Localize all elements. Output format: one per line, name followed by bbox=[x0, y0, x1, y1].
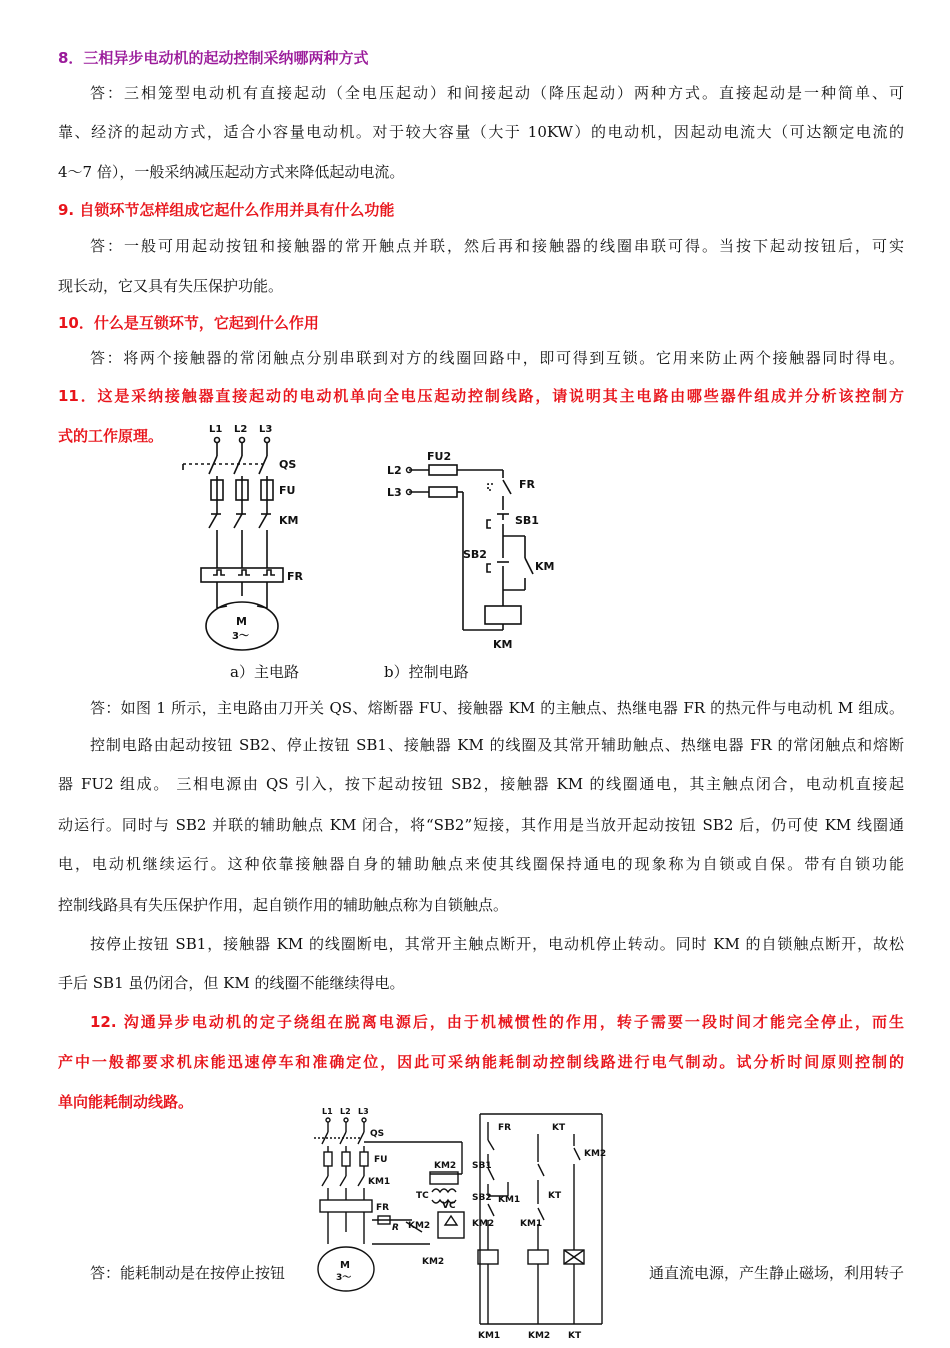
fig3-label-motor: M bbox=[340, 1260, 350, 1271]
answer-11-line-7: 按停止按钮 SB1，接触器 KM 的线圈断电，其常开主触点断开，电动机停止转动。同时 KM 的自锁触点断开，故松 bbox=[90, 935, 904, 953]
fig3-label-l1: L1 bbox=[322, 1107, 333, 1116]
fig2-label-sb1: SB1 bbox=[515, 514, 539, 527]
answer-8-line-1: 答：三相笼型电动机有直接起动（全电压起动）和间接起动（降压起动）两种方式。直接起动是一种简单、可 bbox=[90, 84, 904, 102]
question-10-title: 10．什么是互锁环节，它起到什么作用 bbox=[58, 314, 319, 332]
fig3-label-km2b: KM2 bbox=[408, 1221, 431, 1231]
fig3-label-motor-sub: 3～ bbox=[336, 1273, 352, 1283]
answer-8-line-2: 靠、经济的起动方式，适合小容量电动机。对于较大容量（大于 10KW）的电动机，因起动电流大（可达额定电流的 bbox=[58, 123, 904, 141]
fig3-label-km2d: KM2 bbox=[584, 1149, 607, 1159]
fig2-label-km-coil: KM bbox=[493, 638, 513, 651]
fig2-label-fu2: FU2 bbox=[427, 450, 452, 463]
question-9-title: 9. 自锁环节怎样组成它起什么作用并具有什么功能 bbox=[58, 201, 395, 219]
main-circuit-svg bbox=[175, 418, 335, 658]
answer-12-left: 答：能耗制动是在按停止按钮 bbox=[90, 1264, 286, 1282]
fig3-label-vc: VC bbox=[442, 1201, 456, 1211]
fig3-label-kt: KT bbox=[552, 1123, 566, 1133]
answer-11-line-2: 控制电路由起动按钮 SB2、停止按钮 SB1、接触器 KM 的线圈及其常开辅助触点、热继电器 FR 的常闭触点和熔断 bbox=[90, 736, 904, 754]
fig3-label-km1b: KM1 bbox=[498, 1195, 521, 1205]
fig3-label-sb2: SB2 bbox=[472, 1193, 492, 1203]
fig1-label-l2: L2 bbox=[234, 424, 248, 435]
answer-9-line-1: 答：一般可用起动按钮和接触器的常开触点并联，然后再和接触器的线圈串联可得。当按下起动按钮后，可实 bbox=[90, 237, 904, 255]
fig3-label-sb1: SB1 bbox=[472, 1161, 492, 1171]
fig3-label-kt2: KT bbox=[548, 1191, 562, 1201]
fig1-label-fu: FU bbox=[279, 484, 296, 497]
fig2-label-l3: L3 bbox=[387, 486, 402, 499]
fig3-label-qs: QS bbox=[370, 1129, 385, 1139]
fig2-label-sb2: SB2 bbox=[463, 548, 487, 561]
answer-8-line-3: 4～7 倍），一般采纳减压起动方式来降低起动电流。 bbox=[58, 163, 405, 181]
fig1-label-motor-sub: 3～ bbox=[232, 631, 249, 642]
caption-control-circuit: b）控制电路 bbox=[384, 663, 469, 681]
question-8-title: 8．三相异步电动机的起动控制采纳哪两种方式 bbox=[58, 49, 369, 67]
question-12-title-line-3: 单向能耗制动线路。 bbox=[58, 1093, 194, 1111]
fig1-label-fr: FR bbox=[287, 570, 303, 583]
answer-10-line-1: 答：将两个接触器的常闭触点分别串联到对方的线圈回路中，即可得到互锁。它用来防止两个接触器同时得电。 bbox=[90, 349, 904, 367]
answer-9-line-2: 现长动，它又具有失压保护功能。 bbox=[58, 277, 284, 295]
caption-main-circuit: a）主电路 bbox=[230, 663, 299, 681]
control-circuit-diagram bbox=[385, 440, 565, 655]
question-12-title-line-2: 产中一般都要求机床能迅速停车和准确定位，因此可采纳能耗制动控制线路进行电气制动。试分析时间原则控制的 bbox=[58, 1053, 904, 1071]
fig3-label-km1: KM1 bbox=[368, 1177, 391, 1187]
braking-circuit-svg bbox=[312, 1104, 614, 1344]
fig3-label-l2: L2 bbox=[340, 1107, 351, 1116]
fig3-label-tc: TC bbox=[416, 1191, 429, 1201]
answer-11-line-6: 控制线路具有失压保护作用，起自锁作用的辅助触点称为自锁触点。 bbox=[58, 896, 509, 914]
answer-12-right: 通直流电源，产生静止磁场，利用转子 bbox=[648, 1264, 904, 1282]
answer-11-line-1: 答：如图 1 所示，主电路由刀开关 QS、熔断器 FU、接触器 KM 的主触点、热继电器 FR 的热元件与电动机 M 组成。 bbox=[90, 699, 904, 717]
fig1-label-km: KM bbox=[279, 514, 299, 527]
fig3-label-km1c: KM1 bbox=[520, 1219, 543, 1229]
fig3-label-l3: L3 bbox=[358, 1107, 369, 1116]
question-11-title-line-2: 式的工作原理。 bbox=[58, 427, 164, 445]
fig2-label-km-contact: KM bbox=[535, 560, 555, 573]
fig3-label-coil-kt: KT bbox=[568, 1331, 582, 1341]
fig3-label-r: R bbox=[392, 1223, 399, 1233]
main-circuit-diagram bbox=[175, 418, 335, 658]
answer-11-line-3: 器 FU2 组成。 三相电源由 QS 引入，按下起动按钮 SB2，接触器 KM 的线圈通电，其主触点闭合，电动机直接起 bbox=[58, 775, 904, 793]
fig1-label-l1: L1 bbox=[209, 424, 223, 435]
answer-11-line-5: 电，电动机继续运行。这种依靠接触器自身的辅助触点来使其线圈保持通电的现象称为自锁或自保。带有自锁功能 bbox=[58, 855, 904, 873]
braking-circuit-diagram bbox=[312, 1104, 614, 1344]
fig3-label-km2c: KM2 bbox=[422, 1257, 445, 1267]
fig3-label-coil-km1: KM1 bbox=[478, 1331, 501, 1341]
fig3-label-fr: FR bbox=[376, 1203, 390, 1213]
fig1-label-l3: L3 bbox=[259, 424, 273, 435]
fig2-label-fr: FR bbox=[519, 478, 535, 491]
fig3-label-km2e: KM2 bbox=[472, 1219, 495, 1229]
fig3-label-km2a: KM2 bbox=[434, 1161, 457, 1171]
fig2-label-l2: L2 bbox=[387, 464, 402, 477]
fig3-label-fr2: FR bbox=[498, 1123, 512, 1133]
answer-11-line-8: 手后 SB1 虽仍闭合，但 KM 的线圈不能继续得电。 bbox=[58, 974, 405, 992]
fig3-label-fu: FU bbox=[374, 1155, 388, 1165]
control-circuit-svg bbox=[385, 440, 565, 655]
question-11-title-line-1: 11．这是采纳接触器直接起动的电动机单向全电压起动控制线路，请说明其主电路由哪些器件组成并分析该控制方 bbox=[58, 387, 904, 405]
fig1-label-qs: QS bbox=[279, 458, 297, 471]
fig3-label-coil-km2: KM2 bbox=[528, 1331, 551, 1341]
question-12-title-line-1: 12. 沟通异步电动机的定子绕组在脱离电源后，由于机械惯性的作用，转子需要一段时间才能完全停止，而生 bbox=[90, 1013, 904, 1031]
answer-11-line-4: 动运行。同时与 SB2 并联的辅助触点 KM 闭合，将“SB2”短接，其作用是当放开起动按钮 SB2 后，仍可使 KM 线圈通 bbox=[58, 816, 904, 834]
fig1-label-motor: M bbox=[236, 615, 247, 628]
